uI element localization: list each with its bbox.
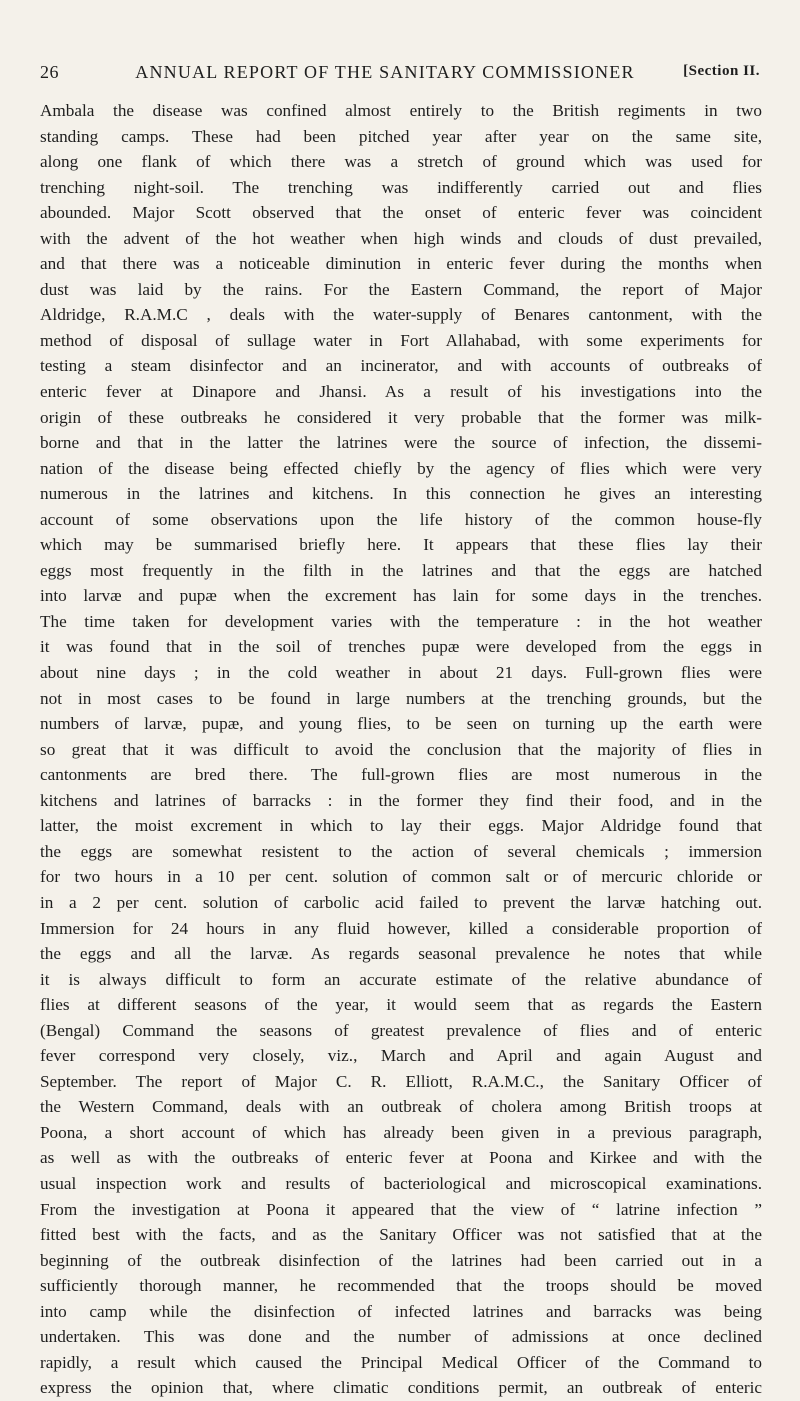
running-header [40, 62, 760, 90]
text-line: dust was laid by the rains. For the Eastern Command, the report of Major [40, 279, 762, 299]
text-line: not in most cases to be found in large numbers at the trenching grounds, but the [40, 688, 762, 708]
text-line: in a 2 per cent. solution of carbolic acid failed to prevent the larvæ hatching out. [40, 892, 762, 912]
text-line: nation of the disease being effected chiefly by the agency of flies which were very [40, 458, 762, 478]
text-line: undertaken. This was done and the number of admissions at once declined [40, 1327, 762, 1347]
text-line: September. The report of Major C. R. Elliott, R.A.M.C., the Sanitary Officer of [40, 1071, 762, 1091]
text-line: the eggs and all the larvæ. As regards seasonal prevalence he notes that while [40, 944, 762, 964]
text-line: borne and that in the latter the latrines were the source of infection, the dissemi- [40, 433, 762, 453]
text-line: as well as with the outbreaks of enteric fever at Poona and Kirkee and with the [40, 1148, 762, 1168]
text-line: enteric fever at Dinapore and Jhansi. As a result of his investigations into the [40, 382, 762, 402]
text-line: about nine days ; in the cold weather in about 21 days. Full-grown flies were [40, 663, 762, 683]
text-line: trenching night-soil. The trenching was indifferently carried out and flies [40, 177, 762, 197]
text-line: eggs most frequently in the filth in the latrines and that the eggs are hatched [40, 560, 762, 580]
text-line: the Western Command, deals with an outbreak of cholera among British troops at [40, 1097, 762, 1117]
text-line: method of disposal of sullage water in Fort Allahabad, with some experiments for [40, 330, 762, 350]
text-line: Aldridge, R.A.M.C , deals with the water-supply of Benares cantonment, with the [40, 305, 762, 325]
text-line: rapidly, a result which caused the Principal Medical Officer of the Command to [40, 1352, 762, 1372]
text-line: into larvæ and pupæ when the excrement has lain for some days in the trenches. [40, 586, 762, 606]
text-line: it is always difficult to form an accurate estimate of the relative abundance of [40, 969, 762, 989]
text-line: standing camps. These had been pitched year after year on the same site, [40, 126, 762, 146]
text-line: (Bengal) Command the seasons of greatest prevalence of flies and of enteric [40, 1020, 762, 1040]
text-line: so great that it was difficult to avoid the conclusion that the majority of flies in [40, 739, 762, 759]
text-line: beginning of the outbreak disinfection of the latrines had been carried out in a [40, 1250, 762, 1270]
text-line: numbers of larvæ, pupæ, and young flies, to be seen on turning up the earth were [40, 714, 762, 734]
text-line: testing a steam disinfector and an incinerator, and with accounts of outbreaks of [40, 356, 762, 376]
text-line: fitted best with the facts, and as the Sanitary Officer was not satisfied that at the [40, 1225, 762, 1245]
text-line: into camp while the disinfection of infected latrines and barracks was being [40, 1301, 762, 1321]
text-line: along one flank of which there was a stretch of ground which was used for [40, 152, 762, 172]
text-line: cantonments are bred there. The full-grown flies are most numerous in the [40, 765, 762, 785]
text-line: flies at different seasons of the year, it would seem that as regards the Eastern [40, 995, 762, 1015]
text-line: and that there was a noticeable diminution in enteric fever during the months when [40, 254, 762, 274]
text-line: Ambala the disease was confined almost entirely to the British regiments in two [40, 101, 762, 120]
text-line: sufficiently thorough manner, he recommended that the troops should be moved [40, 1276, 762, 1296]
text-line: usual inspection work and results of bacteriological and microscopical examinations. [40, 1173, 762, 1193]
text-line: for two hours in a 10 per cent. solution of common salt or of mercuric chloride or [40, 867, 762, 887]
running-title: ANNUAL REPORT OF THE SANITARY COMMISSIONER [135, 62, 635, 82]
text-line: with the advent of the hot weather when high winds and clouds of dust prevailed, [40, 228, 762, 248]
text-line: which may be summarised briefly here. It appears that these flies lay their [40, 535, 762, 555]
text-line: it was found that in the soil of trenches pupæ were developed from the eggs in [40, 637, 762, 657]
text-line: Immersion for 24 hours in any fluid however, killed a considerable proportion of [40, 918, 762, 938]
section-label: [Section II. [683, 63, 760, 79]
text-line: latter, the moist excrement in which to lay their eggs. Major Aldridge found that [40, 816, 762, 836]
text-line: kitchens and latrines of barracks : in the former they find their food, and in the [40, 790, 762, 810]
text-line: Poona, a short account of which has already been given in a previous paragraph, [40, 1122, 762, 1142]
text-line: fever correspond very closely, viz., March and April and again August and [40, 1046, 762, 1066]
text-line: account of some observations upon the life history of the common house-fly [40, 509, 762, 529]
text-line: From the investigation at Poona it appeared that the view of “ latrine infection ” [40, 1199, 762, 1219]
text-line: the eggs are somewhat resistent to the action of several chemicals ; immersion [40, 841, 762, 861]
body-paragraph [40, 98, 762, 1401]
text-line: express the opinion that, where climatic conditions permit, an outbreak of enteric [40, 1378, 762, 1398]
page-number: 26 [40, 62, 59, 82]
text-line: abounded. Major Scott observed that the onset of enteric fever was coincident [40, 203, 762, 223]
text-line: The time taken for development varies with the temperature : in the hot weather [40, 611, 762, 631]
text-line: origin of these outbreaks he considered it very probable that the former was milk- [40, 407, 762, 427]
text-line: numerous in the latrines and kitchens. In this connection he gives an interesting [40, 484, 762, 504]
